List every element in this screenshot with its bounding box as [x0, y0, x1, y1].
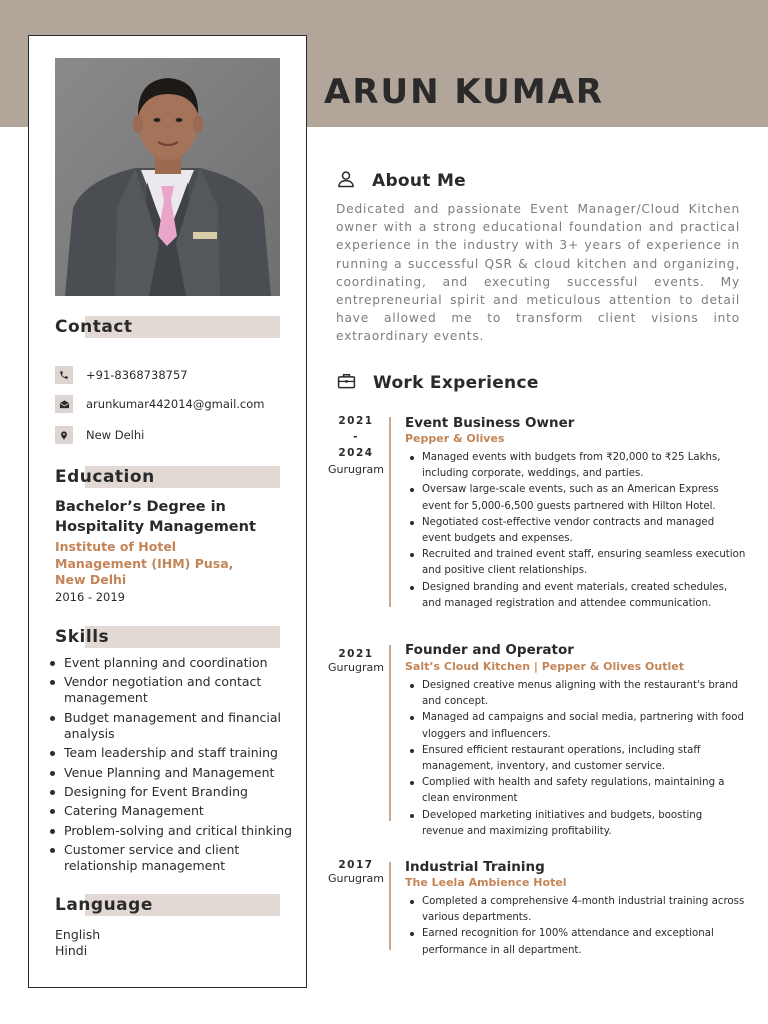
skills-heading: Skills	[55, 626, 280, 648]
job-bullet: Managed events with budgets from ₹20,000 to ₹25 Lakhs, including corporate, weddings, and parties.	[406, 450, 746, 482]
skill-item: Team leadership and staff training	[46, 745, 306, 761]
job-bullet: Designed branding and event materials, created schedules, and managed registration and attendee communication.	[406, 580, 746, 612]
job-title: Industrial Training	[405, 859, 545, 875]
job-bullet: Developed marketing initiatives and budgets, boosting revenue and maximizing profitability.	[406, 808, 746, 840]
job-bullet: Designed creative menus aligning with the restaurant's brand and concept.	[406, 678, 746, 710]
skill-item: Catering Management	[46, 803, 306, 819]
job-bullets	[406, 450, 746, 612]
timeline-line	[389, 417, 391, 607]
job-location: Gurugram	[328, 872, 384, 885]
job-year: 2021	[338, 648, 374, 660]
briefcase-icon	[336, 371, 357, 395]
profile-photo	[55, 58, 280, 296]
job-bullet: Complied with health and safety regulations, maintaining a clean environment	[406, 775, 746, 807]
job-bullet: Recruited and trained event staff, ensuring seamless execution and positive client relationships.	[406, 547, 746, 579]
job-year-start: 2021	[338, 415, 374, 427]
heading-bar	[85, 626, 280, 648]
skill-item: Problem-solving and critical thinking	[46, 823, 306, 839]
job-company: Pepper & Olives	[405, 432, 505, 445]
skills-list	[46, 655, 306, 878]
about-text: Dedicated and passionate Event Manager/Cloud Kitchen owner with a strong educational foundation and practical experience in the industry with 3+ years of experience in running a successful QSR & cloud kitchen and organizing, coordinating, and executing successful events. My entrepreneurial spirit and meticulous attention to detail have allowed me to transform client visions into extraordinary events.	[336, 202, 740, 344]
job-bullets	[406, 894, 746, 959]
timeline-line	[389, 862, 391, 950]
job-bullet: Earned recognition for 100% attendance and exceptional performance in all department.	[406, 926, 746, 958]
job-title: Founder and Operator	[405, 642, 574, 658]
education-years: 2016 - 2019	[55, 590, 125, 604]
job-bullet: Managed ad campaigns and social media, partnering with food vloggers and influencers.	[406, 710, 746, 742]
work-heading: Work Experience	[336, 371, 539, 395]
job-bullet: Negotiated cost-effective vendor contracts and managed event budgets and expenses.	[406, 515, 746, 547]
contact-phone-row	[55, 366, 188, 384]
job-location: Gurugram	[328, 463, 384, 476]
contact-location: New Delhi	[86, 428, 145, 442]
person-icon	[336, 169, 356, 193]
job-bullet: Completed a comprehensive 4-month industrial training across various departments.	[406, 894, 746, 926]
job-year-end: 2024	[338, 447, 374, 459]
contact-heading: Contact	[55, 316, 280, 338]
job-bullets	[406, 678, 746, 840]
phone-icon	[55, 366, 73, 384]
job-year-dash: -	[353, 431, 359, 443]
contact-email-row	[55, 395, 264, 413]
skill-item: Designing for Event Branding	[46, 784, 306, 800]
job-bullet: Oversaw large-scale events, such as an American Express event for 5,000-6,500 guests partnered with Hilton Hotel.	[406, 482, 746, 514]
job-title: Event Business Owner	[405, 415, 575, 431]
skill-item: Customer service and client relationship management	[46, 842, 306, 874]
resume-name: ARUN KUMAR	[324, 72, 605, 112]
education-heading: Education	[55, 466, 280, 488]
about-heading: About Me	[336, 169, 466, 193]
mail-icon	[55, 395, 73, 413]
skill-item: Venue Planning and Management	[46, 765, 306, 781]
job-location: Gurugram	[328, 661, 384, 674]
contact-phone[interactable]: +91-8368738757	[86, 368, 188, 382]
education-degree: Bachelor’s Degree in Hospitality Management	[55, 499, 256, 535]
education-institute: Institute of Hotel Management (IHM) Pusa, New Delhi	[55, 539, 234, 587]
language-item: English	[55, 927, 101, 942]
job-year: 2017	[338, 859, 374, 871]
skill-item: Vendor negotiation and contact management	[46, 674, 306, 706]
timeline-line	[389, 645, 391, 821]
location-pin-icon	[55, 426, 73, 444]
job-company: Salt’s Cloud Kitchen | Pepper & Olives Outlet	[405, 660, 684, 673]
skill-item: Event planning and coordination	[46, 655, 306, 671]
job-company: The Leela Ambience Hotel	[405, 876, 567, 889]
contact-email[interactable]: arunkumar442014@gmail.com	[86, 397, 265, 411]
job-bullet: Ensured efficient restaurant operations, including staff management, inventory, and customer service.	[406, 743, 746, 775]
language-item: Hindi	[55, 943, 88, 958]
contact-location-row	[55, 426, 144, 444]
skill-item: Budget management and financial analysis	[46, 710, 306, 742]
language-heading: Language	[55, 894, 280, 916]
